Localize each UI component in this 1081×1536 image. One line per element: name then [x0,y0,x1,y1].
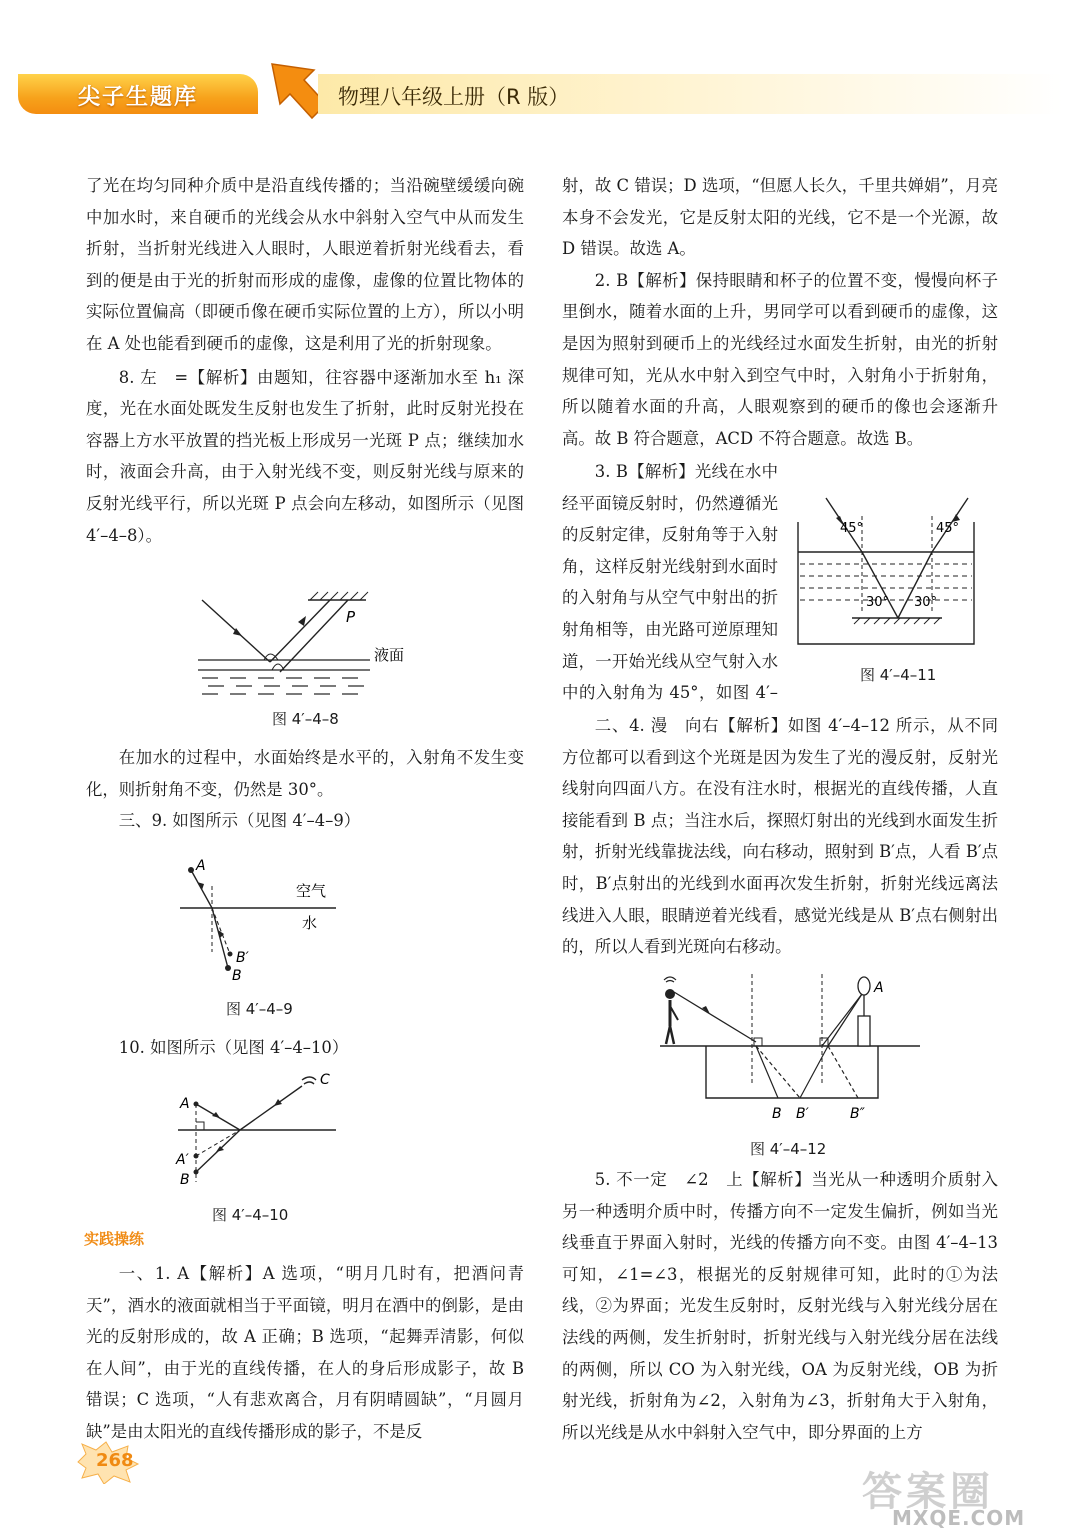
paragraph: 在加水的过程中，水面始终是水平的，入射角不发生变化，则折射角不变，仍然是 30°。 [86,748,524,799]
paragraph: 二、4. 漫 向右【解析】如图 4′–4–12 所示，从不同方位都可以看到这个光斑是因为发生了光的漫反射，反射光线射向四面八方。在没有注水时，根据光的直线传播，人直接能看到 B 点；当注水后，探照灯射出的光线到水面发生折射，折射光线靠拢法线，向右移动，照射到 B′点，人看 B′点时，B′点射出的光线到水面再次发生折射，折射光线远离法线进入人眼，眼睛逆着光线看，感觉光线是从 B′点右侧射出的，所以人看到光斑向右移动。 [562,716,998,957]
page-header [0,60,1081,130]
watermark-url: MXQE.COM [892,1506,1026,1530]
figure-caption: 图 4′–4–10 [212,1206,289,1224]
fig-label: 30° [866,595,890,610]
paragraph: 10. 如图所示（见图 4′–4–10） [118,1038,349,1057]
brand-banner [18,74,258,114]
watermark-text: 答案圈 [862,1469,994,1515]
paragraph: 3. B【解析】光线在水中经平面镜反射时，仍然遵循光的反射定律，反射角等于入射角，这样反射光线射到水面时的入射角与从空气中射出的折射角相等，由光路可逆原理知道，一开始光线从空气射入水中的入射角为 45°，如图 4′– [562,462,778,703]
figure-4-4-8 [190,590,420,700]
figure-caption: 图 4′–4–11 [860,666,937,684]
figure-4-4-12 [656,970,926,1130]
fig-label: A [196,858,206,874]
page-number-badge [72,1440,142,1484]
fig-label: B′ [796,1106,809,1122]
eye-icon [302,1077,316,1084]
fig-label: B″ [850,1106,865,1122]
fig-label: 30° [914,595,938,610]
paragraph: 5. 不一定 ∠2 上【解析】当光从一种透明介质射入另一种透明介质中时，传播方向不一定发生偏折，例如当光线垂直于界面入射时，光线的传播方向不变。由图 4′–4–13 可知，∠1=∠3，根据光的反射规律可知，此时的①为法线，②为界面；光发生反射时，反射光线与入射光线分居在法线的两侧，发生折射时，折射光线与入射光线分居在法线的两侧，所以 CO 为入射光线，OA 为反射光线，OB 为折射光线，折射角为∠2，入射角为∠3，折射角大于入射角，所以光线是从水中斜射入空气中，即分界面的上方 [562,1170,998,1442]
figure-4-4-11 [792,492,982,652]
fig-label: 45° [840,521,864,536]
figure-caption: 图 4′–4–12 [750,1140,827,1158]
fig-label: A [874,980,884,996]
figure-caption: 图 4′–4–9 [226,1000,293,1018]
lamp-icon [858,977,870,1046]
figure-caption: 图 4′–4–8 [272,710,339,728]
fig-label: 液面 [374,646,405,664]
fig-label: B [232,968,242,984]
right-column-block-3 [562,710,998,963]
paragraph: 三、9. 如图所示（见图 4′–4–9） [118,811,361,831]
paragraph: 射，故 C 错误；D 选项，“但愿人长久，千里共婵娟”，月亮本身不会发光，它是反射太阳的光线，它不是一个光源，故 D 错误。故选 A。 [562,176,998,259]
fig-label: B [180,1172,190,1188]
page-number: 268 [96,1450,134,1471]
book-title: 物理八年级上册（R 版） [338,85,570,109]
fig-label: 水 [302,914,318,932]
figure-4-4-10 [170,1066,342,1192]
fig-label: 空气 [296,882,327,900]
fig-label: B [772,1106,782,1122]
fig-label: A [180,1096,190,1112]
paragraph: 一、1. A【解析】A 选项，“明月几时有，把酒问青天”，酒水的液面就相当于平面镜，明月在酒中的倒影，是由光的反射形成的，故 A 正确；B 选项，“起舞弄清影，何似在人间”，由于光的直线传播，在人的身后形成影子，故 B 错误；C 选项，“人有悲欢离合，月有阴晴圆缺”，“月圆月缺”是由太阳光的直线传播形成的影子，不是反 [86,1264,524,1441]
left-column-block-1 [86,170,524,551]
left-column-block-4 [86,1258,524,1448]
fig-label: P [346,608,356,626]
right-column-block-1 [562,170,998,454]
fig-label: B′ [236,950,249,966]
right-column-block-4 [562,1164,998,1448]
paragraph: 2. B【解析】保持眼睛和杯子的位置不变，慢慢向杯子里倒水，随着水面的上升，男同学可以看到硬币的虚像，这是因为照射到硬币上的光线经过水面发生折射，由光的折射规律可知，光从水中射入到空气中时，入射角小于折射角，所以随着水面的升高，人眼观察到的硬币的像也会逐渐升高。故 B 符合题意，ACD 不符合题意。故选 B。 [562,270,998,448]
figure-4-4-9 [172,852,342,984]
book-title-bar [318,74,1063,114]
left-column-block-3 [86,1032,524,1064]
paragraph: 8. 左 =【解析】由题知，往容器中逐渐加水至 h₁ 深度，光在水面处既发生反射也发生了折射，此时反射光投在容器上方水平放置的挡光板上形成另一光斑 P 点；继续加水时，液面会升高，由于入射光线不变，则反射光线与原来的反射光线平行，所以光斑 P 点会向左移动，如图所示（见图 4′–4–8）。 [86,367,524,545]
brand-title: 尖子生题库 [77,85,198,110]
paragraph: 了光在均匀同种介质中是沿直线传播的；当沿碗壁缓缓向碗中加水时，来自硬币的光线会从水中斜射入空气中从而发生折射，当折射光线进入人眼时，人眼逆着折射光线看去，看到的便是由于光的折射而形成的虚像，虚像的位置比物体的实际位置偏高（即硬币像在硬币实际位置的上方），所以小明在 A 处也能看到硬币的虚像，这是利用了光的折射现象。 [86,176,524,353]
person-icon [665,989,678,1044]
fig-label: 45° [936,521,960,536]
left-column-block-2 [86,742,524,837]
fig-label: C [320,1072,330,1088]
watermark [862,1460,1062,1530]
eye-icon [664,977,676,982]
fig-label: A′ [176,1152,189,1168]
section-heading: 实践操练 [84,1230,145,1248]
